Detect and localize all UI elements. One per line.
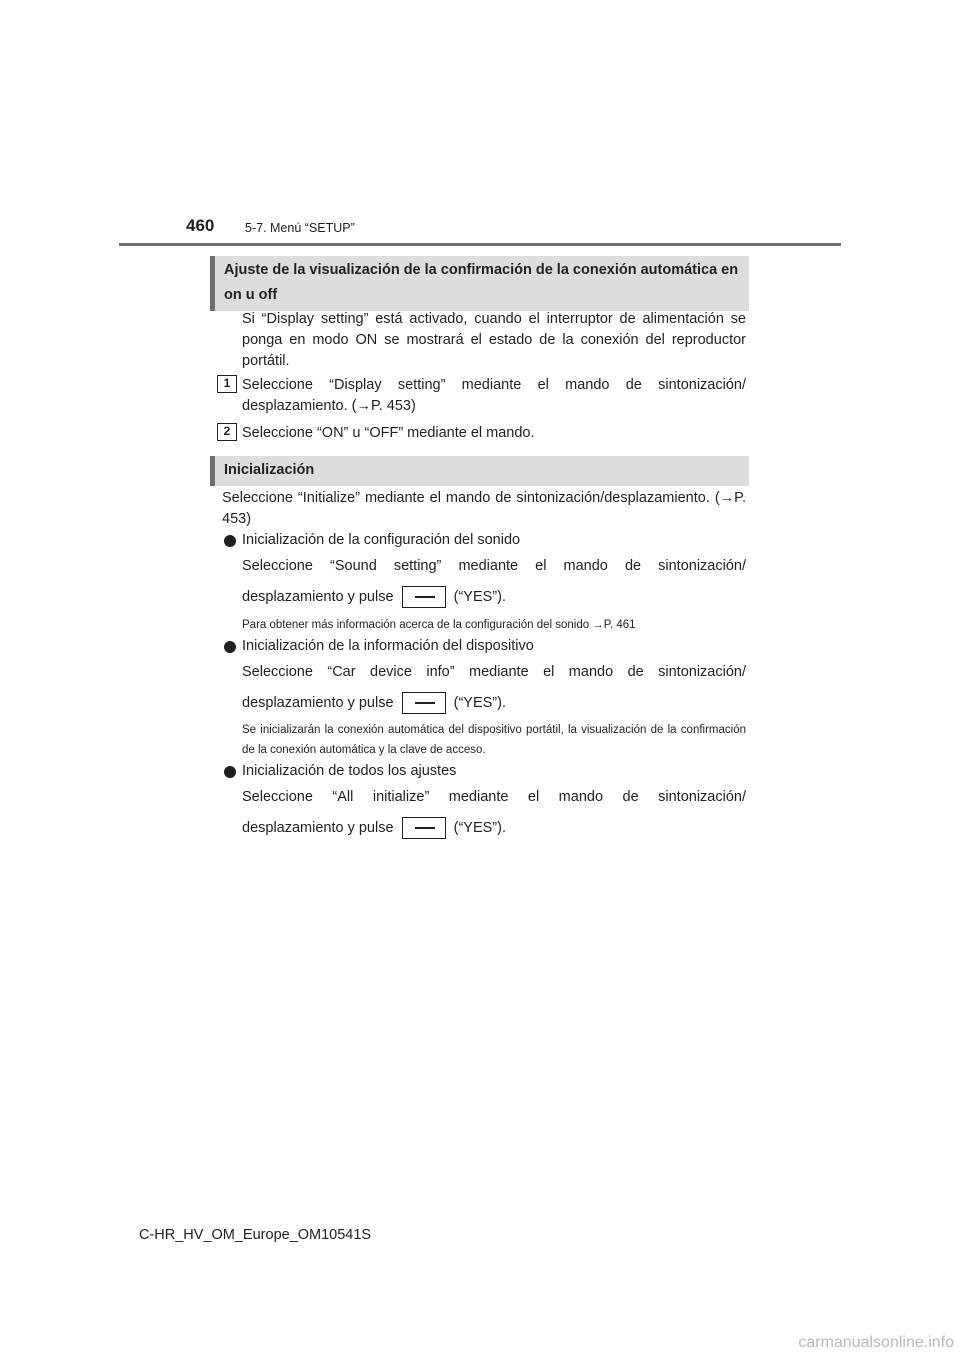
- item-2-note: Se inicializarán la conexión automática del dispositivo portátil, la visualización de la confirmación de la conexión automática y la clave de acceso.: [242, 724, 746, 756]
- header-divider: [119, 243, 841, 246]
- chapter-title: 5-7. Menú “SETUP”: [245, 221, 355, 235]
- item-3-title: Inicialización de todos los ajustes: [242, 763, 457, 779]
- item-1-title: Inicialización de la configuración del sonido: [242, 532, 521, 548]
- section-heading-initialization: Inicialización: [210, 456, 749, 486]
- step-2-text: Seleccione “ON” u “OFF” mediante el mando.: [242, 425, 535, 441]
- section1-intro: Si “Display setting” está activado, cuando el interruptor de alimentación se ponga en modo ON se mostrará el estado de la conexión del reproductor portátil.: [242, 311, 746, 369]
- section2-intro: Seleccione “Initialize” mediante el mando de sintonización/desplazamiento. (→P. 453): [222, 490, 746, 527]
- bullet-icon: [224, 535, 236, 547]
- dash-icon: [415, 702, 435, 704]
- item-2-line2-post: (“YES”).: [453, 694, 506, 711]
- page-number: 460: [186, 216, 215, 235]
- yes-button[interactable]: [402, 817, 446, 839]
- item-3-line2-pre: desplazamiento y pulse: [242, 819, 394, 836]
- yes-button[interactable]: [402, 692, 446, 714]
- item-2-line2: [242, 692, 746, 714]
- item-2-line1: Seleccione “Car device info” mediante el mando de sintonización/: [242, 664, 746, 680]
- section-heading-auto-connection: Ajuste de la visualización de la confirmación de la conexión automática en on u off: [210, 256, 749, 311]
- item-3-line1: Seleccione “All initialize” mediante el mando de sintonización/: [242, 789, 746, 805]
- item-1-note: Para obtener más información acerca de la configuración del sonido →P. 461: [242, 619, 636, 631]
- dash-icon: [415, 827, 435, 829]
- item-3-line2-post: (“YES”).: [453, 819, 506, 836]
- watermark: carmanualsonline.info: [798, 1334, 954, 1351]
- item-1-line2-pre: desplazamiento y pulse: [242, 588, 394, 605]
- item-1-line1: Seleccione “Sound setting” mediante el mando de sintonización/: [242, 558, 746, 574]
- step-number-2: 2: [217, 423, 237, 441]
- item-2-line2-pre: desplazamiento y pulse: [242, 694, 394, 711]
- item-1-line2: [242, 586, 746, 608]
- bullet-icon: [224, 641, 236, 653]
- step-number-1: 1: [217, 375, 237, 393]
- yes-button[interactable]: [402, 586, 446, 608]
- document-id: C-HR_HV_OM_Europe_OM10541S: [139, 1227, 372, 1243]
- item-3-line2: [242, 817, 746, 839]
- item-1-line2-post: (“YES”).: [453, 588, 506, 605]
- item-2-title: Inicialización de la información del dispositivo: [242, 638, 534, 654]
- bullet-icon: [224, 766, 236, 778]
- step-1-text: Seleccione “Display setting” mediante el mando de sintonización/ desplazamiento. (→P. 453): [242, 377, 746, 414]
- dash-icon: [415, 596, 435, 598]
